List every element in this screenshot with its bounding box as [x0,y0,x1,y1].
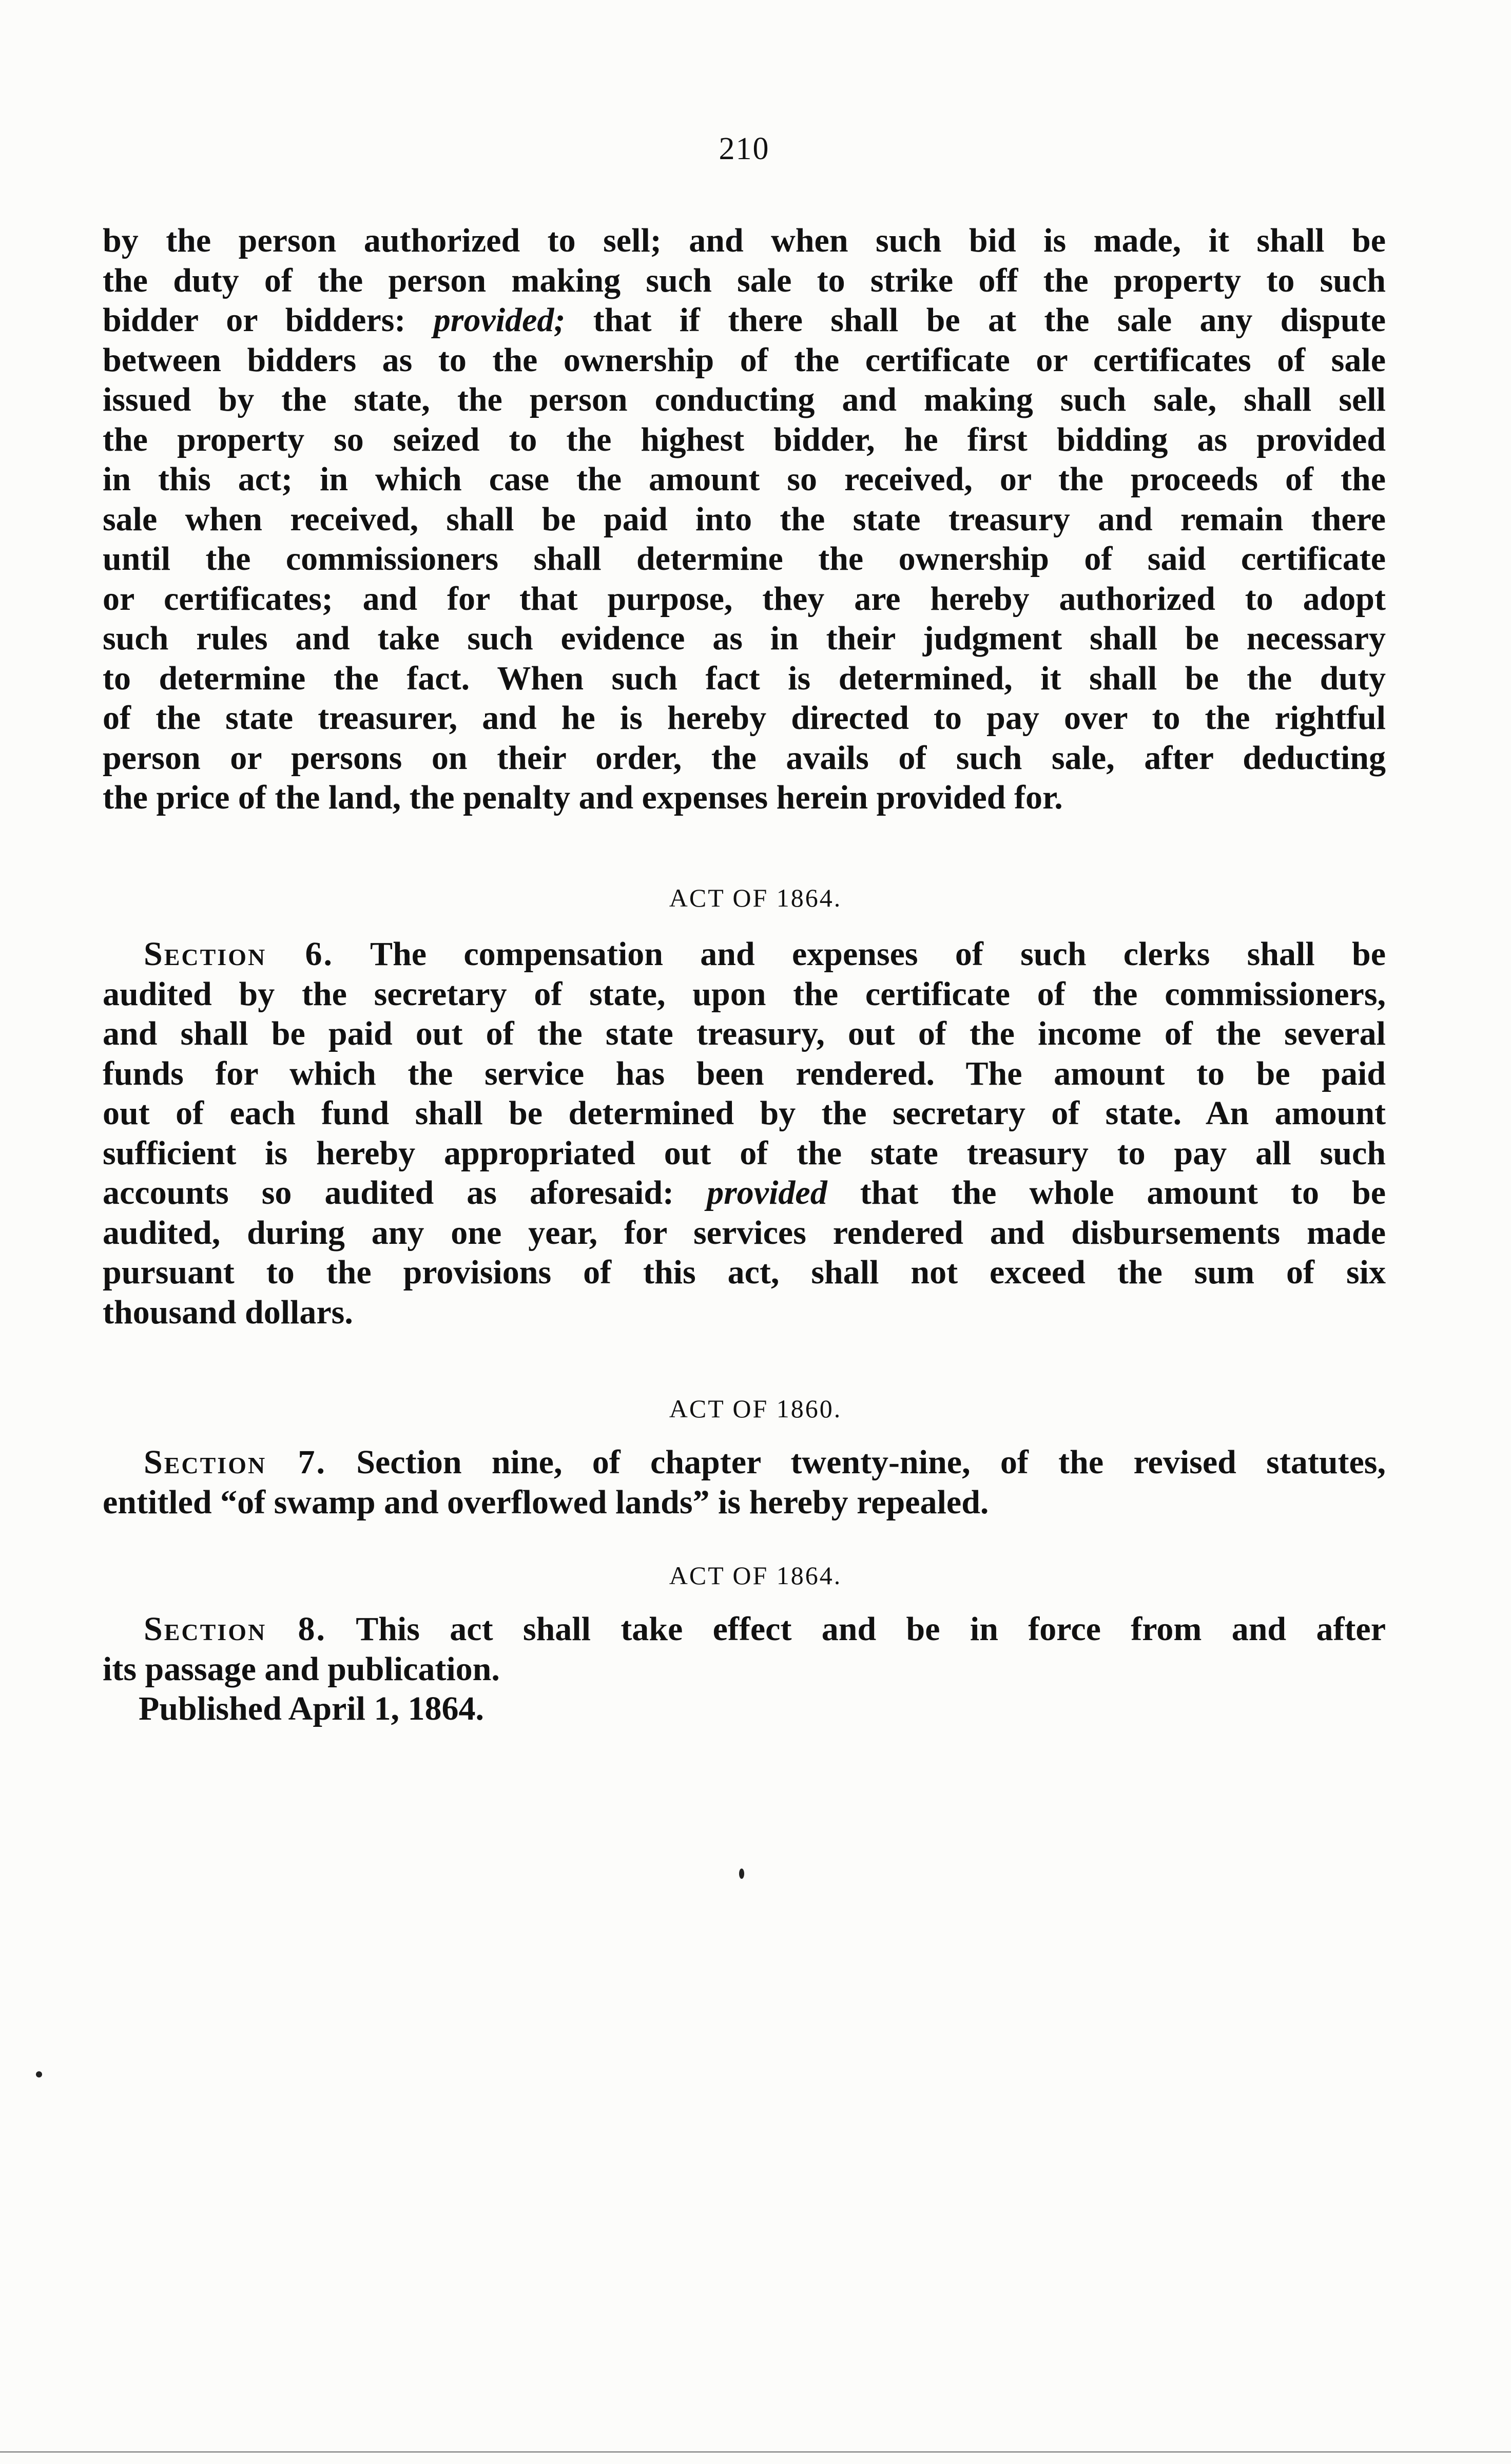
text-fragment: bidder or bidders: [103,301,434,339]
italic-term: provided [707,1174,827,1211]
section-label: Section 7. [144,1443,326,1481]
text-line: thousand dollars. [103,1293,353,1331]
text-line: by the person authorized to sell; and when such bid is made, it shall be [103,222,1386,259]
section-label: Section 6. [144,935,334,973]
text-line: audited, during any one year, for services rendered and disbursements made [103,1214,1386,1252]
print-speck [36,2071,42,2077]
paragraph-continued [103,221,1386,818]
page-number: 210 [719,131,770,166]
text-line: until the commissioners shall determine the ownership of said certificate [103,540,1386,578]
print-speck [739,1869,744,1879]
text-line: the duty of the person making such sale to strike off the property to such [103,261,1386,299]
text-line: pursuant to the provisions of this act, shall not exceed the sum of six [103,1254,1386,1291]
text-line: funds for which the service has been rendered. The amount to be paid [103,1054,1386,1092]
text-fragment: Section nine, of chapter twenty-nine, of the revised statutes, [326,1443,1386,1481]
section-heading: ACT OF 1864. [669,1561,842,1590]
text-fragment: This act shall take effect and be in force from and after [326,1610,1386,1648]
text-fragment: that the whole amount to be [827,1174,1386,1211]
text-fragment: that if there shall be at the sale any dispute [565,301,1386,339]
text-line: person or persons on their order, the avails of such sale, after deducting [103,739,1386,777]
text-line: entitled “of swamp and overflowed lands” is hereby repealed. [103,1483,989,1521]
text-line [103,1442,1386,1483]
section-8 [103,1609,1386,1729]
text-line: sufficient is hereby appropriated out of the state treasury to pay all such [103,1134,1386,1172]
section-heading: ACT OF 1864. [669,883,842,912]
text-line: issued by the state, the person conducting and making such sale, shall sell [103,381,1386,418]
text-line: of the state treasurer, and he is hereby directed to pay over to the rightful [103,699,1386,737]
text-line: to determine the fact. When such fact is determined, it shall be the duty [103,659,1386,697]
text-line: in this act; in which case the amount so received, or the proceeds of the [103,460,1386,498]
text-line: between bidders as to the ownership of the certificate or certificates of sale [103,341,1386,379]
text-line [103,1173,1386,1213]
section-6 [103,934,1386,1332]
section-label: Section 8. [144,1610,327,1648]
section-7 [103,1442,1386,1522]
text-line: such rules and take such evidence as in their judgment shall be necessary [103,620,1386,657]
publication-date: Published April 1, 1864. [139,1690,484,1727]
section-heading: ACT OF 1860. [669,1394,842,1423]
text-line: and shall be paid out of the state treasury, out of the income of the several [103,1015,1386,1052]
text-line [103,934,1386,974]
text-line: the price of the land, the penalty and expenses herein provided for. [103,779,1063,816]
text-line: audited by the secretary of state, upon the certificate of the commissioners, [103,975,1386,1013]
text-line [103,300,1386,340]
text-fragment: accounts so audited as aforesaid: [103,1174,707,1211]
text-line [103,1609,1386,1649]
italic-term: provided; [433,301,566,339]
text-line: the property so seized to the highest bidder, he first bidding as provided [103,420,1386,458]
page-edge-rule [0,2451,1511,2453]
text-line: its passage and publication. [103,1650,500,1688]
text-line: out of each fund shall be determined by the secretary of state. An amount [103,1094,1386,1132]
text-line: or certificates; and for that purpose, they are hereby authorized to adopt [103,580,1386,618]
text-fragment: The compensation and expenses of such clerks shall be [333,935,1386,973]
text-line: sale when received, shall be paid into the state treasury and remain there [103,500,1386,538]
